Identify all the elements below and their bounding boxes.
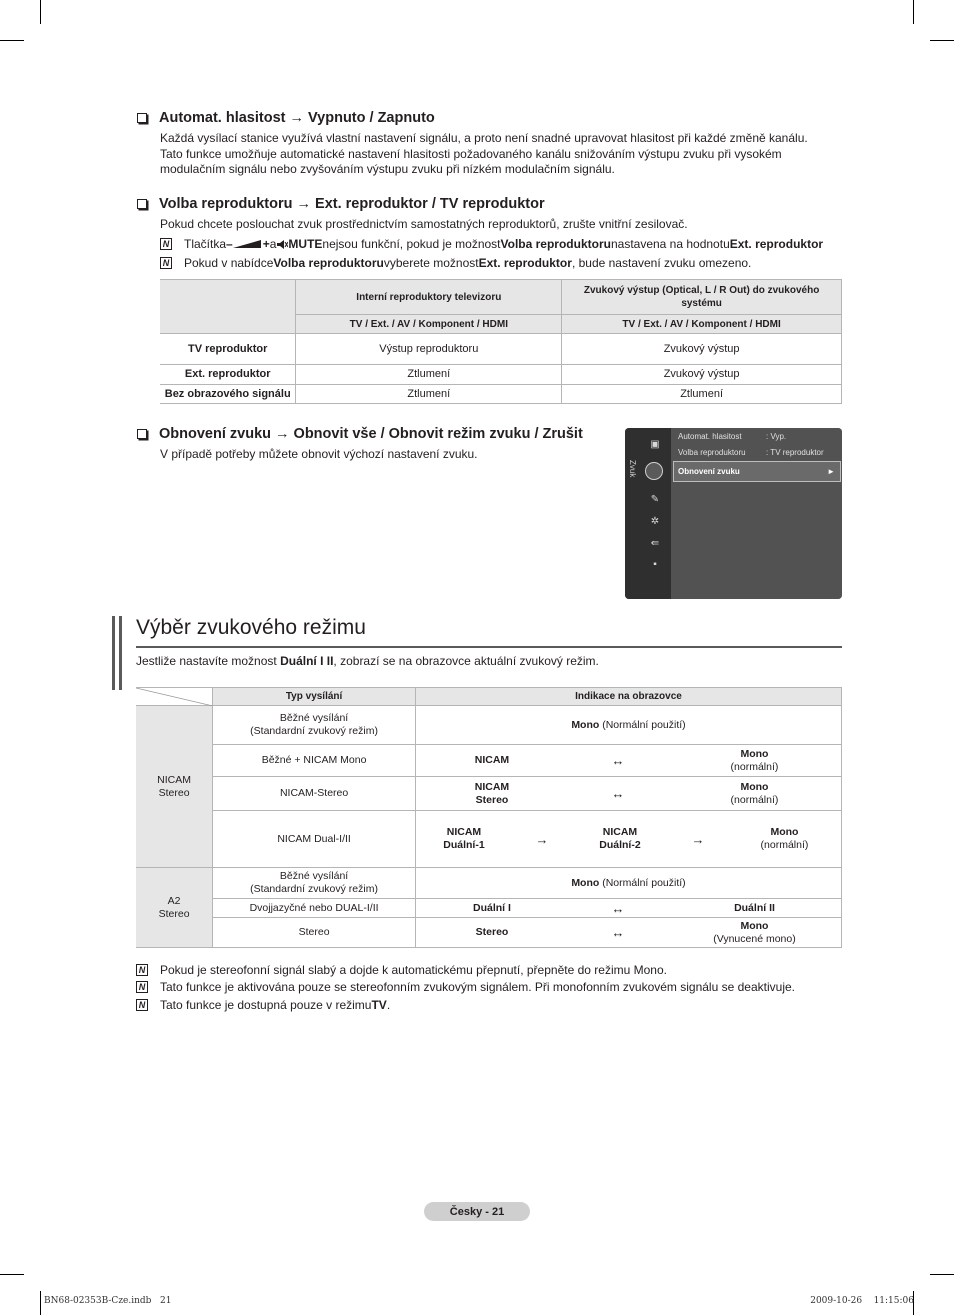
group-label: A2 Stereo xyxy=(136,868,213,948)
note-tv-only: N Tato funkce je dostupná pouze v režimu TV . xyxy=(136,998,390,1012)
table-row: TV reproduktor Výstup reproduktoru Zvukový výstup xyxy=(160,334,842,365)
menu-category-label: Zvuk xyxy=(628,460,637,478)
section-heading-speaker-select: Volba reproduktoru → Ext. reproduktor / TV reproduktor xyxy=(137,196,545,212)
footer-date: 2009-10-26 11:15:06 xyxy=(810,1296,914,1306)
checkbox-bullet-icon xyxy=(137,113,147,123)
table-row: Bez obrazového signálu Ztlumení Ztlumení xyxy=(160,385,842,404)
table-row: NICAM Stereo Běžné vysílání (Standardní zvukový režim) Mono (Normální použití) xyxy=(136,706,842,745)
heading-bar xyxy=(112,616,115,690)
crop-mark xyxy=(0,1274,24,1275)
volume-ramp-icon xyxy=(233,239,263,249)
input-icon[interactable]: ⇚ xyxy=(650,538,660,549)
menu-item-value: : Vyp. xyxy=(766,432,787,441)
menu-item-selected[interactable]: Obnovení zvuku ► xyxy=(673,461,841,482)
menu-item-value: : TV reproduktor xyxy=(766,448,824,457)
menu-items-panel xyxy=(671,428,842,599)
note-stereo-only: N Tato funkce je aktivována pouze se stereofonním zvukovým signálem. Při monofonním zvukovém signálu se deaktivuje. xyxy=(136,980,795,994)
page-title: Výběr zvukového režimu xyxy=(136,616,366,639)
table-header: Typ vysílání xyxy=(213,688,416,706)
tv-sound-menu xyxy=(625,428,842,599)
note-icon: N xyxy=(136,999,148,1011)
table-row: Dvojjazyčné nebo DUAL-I/II Duální I ↔ Duální II xyxy=(136,899,842,918)
diagonal-line xyxy=(136,688,213,706)
table-row: Běžné + NICAM Mono NICAM ↔ Mono (normální) xyxy=(136,745,842,777)
table-row: NICAM Dual-I/II NICAM Duální-1 → NICAM Duální-2 → Mono (normální) xyxy=(136,811,842,868)
note-sound-limited: N Pokud v nabídce Volba reproduktoru vyberete možnost Ext. reproduktor , bude nastavení zvuku omezeno. xyxy=(160,256,751,270)
note-speaker-buttons: N Tlačítka – + a MUTE nejsou funkční, pokud je možnost Volba reproduktoru nastavena na hodnotu Ext. reproduktor xyxy=(160,237,823,251)
broadcast-table xyxy=(136,687,842,948)
heading-rule xyxy=(136,646,842,648)
checkbox-bullet-icon xyxy=(137,429,147,439)
footer-file: BN68-02353B-Cze.indb 21 xyxy=(44,1296,172,1306)
table-corner xyxy=(160,280,296,334)
group-label: NICAM Stereo xyxy=(136,706,213,868)
note-weak-stereo: N Pokud je stereofonní signál slabý a dojde k automatickému přepnutí, přepněte do režimu Mono. xyxy=(136,963,667,977)
note-icon: N xyxy=(160,257,172,269)
table-row: Ext. reproduktor Ztlumení Zvukový výstup xyxy=(160,365,842,385)
section-body-sound-reset: V případě potřeby můžete obnovit výchozí nastavení zvuku. xyxy=(160,447,478,461)
menu-sidebar xyxy=(625,428,671,599)
support-icon[interactable]: ▪ xyxy=(653,559,657,570)
heading-bar xyxy=(119,616,122,690)
table-row: Stereo Stereo ↔ Mono (Vynucené mono) xyxy=(136,918,842,948)
table-corner xyxy=(136,688,213,706)
crop-mark xyxy=(930,40,954,41)
menu-item-label[interactable]: Volba reproduktoru xyxy=(678,448,746,457)
section-body-auto-volume: Každá vysílací stanice využívá vlastní nastavení signálu, a proto není snadné upravovat hlasitost při každé změně kanálu. Tato funkce umožňuje automatické nastavení hlasitosti požadovaného kanálu snižováním výstupu zvuku při vysokém modulačním signálu nebo zvyšováním výstupu zvuku při nízkém modulačním signálu. xyxy=(160,131,808,176)
crop-mark xyxy=(40,0,41,24)
speaker-table xyxy=(160,279,842,404)
intro-text: Jestliže nastavíte možnost Duální I II, zobrazí se na obrazovce aktuální zvukový režim. xyxy=(136,654,599,668)
page-number: Česky - 21 xyxy=(424,1202,530,1221)
table-header: Zvukový výstup (Optical, L / R Out) do zvukového systému xyxy=(562,280,842,315)
mute-icon xyxy=(276,239,288,250)
crop-mark xyxy=(930,1274,954,1275)
note-icon: N xyxy=(160,238,172,250)
note-icon: N xyxy=(136,981,148,993)
section-heading-sound-reset: Obnovení zvuku → Obnovit vše / Obnovit režim zvuku / Zrušit xyxy=(137,426,583,442)
channel-icon[interactable]: ✎ xyxy=(650,494,660,505)
checkbox-bullet-icon xyxy=(137,199,147,209)
section-heading-auto-volume: Automat. hlasitost → Vypnuto / Zapnuto xyxy=(137,110,435,126)
crop-mark xyxy=(0,40,24,41)
picture-icon[interactable]: ▣ xyxy=(650,439,660,450)
sound-icon[interactable] xyxy=(645,462,663,480)
table-row: A2 Stereo Běžné vysílání (Standardní zvukový režim) Mono (Normální použití) xyxy=(136,868,842,899)
table-subheader: TV / Ext. / AV / Komponent / HDMI xyxy=(562,315,842,334)
arrow-right-icon: ► xyxy=(827,467,835,476)
table-header: Indikace na obrazovce xyxy=(415,688,841,706)
table-header: Interní reproduktory televizoru xyxy=(296,280,562,315)
menu-item-label[interactable]: Automat. hlasitost xyxy=(678,432,742,441)
crop-mark xyxy=(40,1291,41,1315)
note-icon: N xyxy=(136,964,148,976)
section-body-speaker-select: Pokud chcete poslouchat zvuk prostřednictvím samostatných reproduktorů, zrušte vnitřní zesilovač. xyxy=(160,217,688,231)
crop-mark xyxy=(913,0,914,24)
table-row: NICAM-Stereo NICAM Stereo ↔ Mono (normální) xyxy=(136,777,842,811)
table-subheader: TV / Ext. / AV / Komponent / HDMI xyxy=(296,315,562,334)
setup-icon[interactable]: ✲ xyxy=(650,516,660,527)
